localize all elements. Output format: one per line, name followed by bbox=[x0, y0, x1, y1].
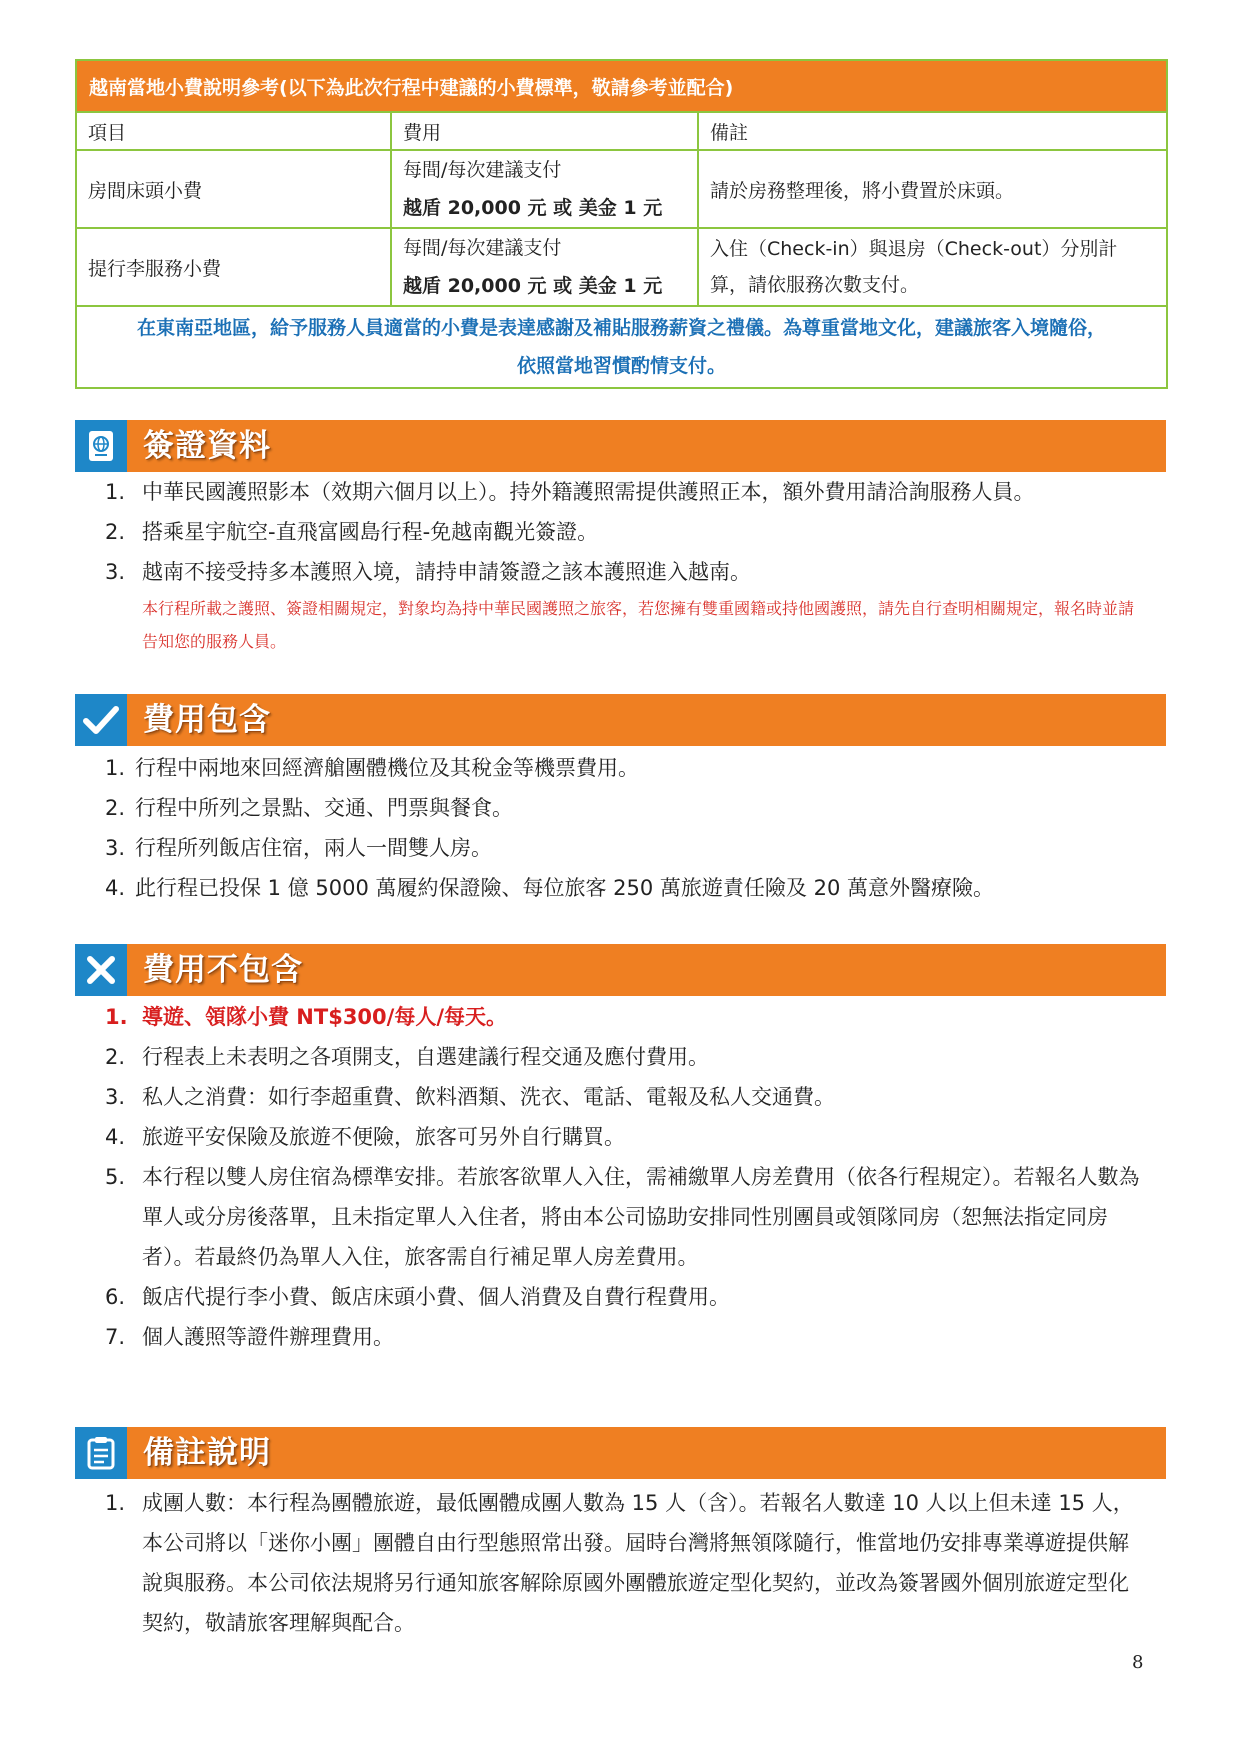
tip-footer bbox=[76, 306, 1167, 388]
tip-footer-line1: 在東南亞地區，給予服務人員適當的小費是表達感謝及補貼服務薪資之禮儀。為尊重當地文化，建議旅客入境隨俗， bbox=[136, 317, 1106, 339]
item-number: 3. bbox=[105, 836, 126, 860]
visa-list bbox=[105, 472, 1145, 658]
item-text: 成團人數：本行程為團體旅遊，最低團體成團人數為 15 人（含）。若報名人數達 10 人以上但未達 15 人，本公司將以「迷你小團」團體自由行型態照常出發。屆時台灣將無領隊隨行，惟當地仍安排專業導遊提供解說與服務。本公司依法規將另行通知旅客解除原國外團體旅遊定型化契約，並改為簽署國外個別旅遊定型化契約，敬請旅客理解與配合。 bbox=[142, 1491, 1134, 1635]
item-text: 越南不接受持多本護照入境，請持申請簽證之該本護照進入越南。 bbox=[142, 560, 751, 584]
passport-icon bbox=[75, 420, 127, 472]
item-number: 1. bbox=[105, 756, 126, 780]
visa-note: 本行程所載之護照、簽證相關規定，對象均為持中華民國護照之旅客，若您擁有雙重國籍或持他國護照，請先自行查明相關規定，報名時並請告知您的服務人員。 bbox=[142, 599, 1135, 651]
item-text: 行程中所列之景點、交通、門票與餐食。 bbox=[135, 796, 513, 820]
item-text: 個人護照等證件辦理費用。 bbox=[142, 1325, 394, 1349]
item-number: 6. bbox=[105, 1285, 126, 1309]
page-number: 8 bbox=[1132, 1652, 1144, 1673]
item-number: 2. bbox=[105, 796, 126, 820]
item-text: 行程中兩地來回經濟艙團體機位及其稅金等機票費用。 bbox=[135, 756, 639, 780]
item-text: 旅遊平安保險及旅遊不便險，旅客可另外自行購買。 bbox=[142, 1125, 625, 1149]
item-text: 導遊、領隊小費 NT$300/每人/每天。 bbox=[142, 1005, 507, 1029]
row-item: 提行李服務小費 bbox=[76, 228, 391, 306]
excluded-section-header bbox=[75, 944, 1166, 996]
item-number: 7. bbox=[105, 1325, 126, 1349]
list-item bbox=[105, 1277, 1145, 1317]
fee-amount: 越盾 20,000 元 或 美金 1 元 bbox=[403, 275, 663, 297]
list-item bbox=[105, 828, 1145, 868]
clipboard-icon bbox=[75, 1427, 127, 1479]
item-text: 私人之消費：如行李超重費、飲料酒類、洗衣、電話、電報及私人交通費。 bbox=[142, 1085, 835, 1109]
row-note: 請於房務整理後，將小費置於床頭。 bbox=[698, 150, 1167, 228]
list-item bbox=[105, 1077, 1145, 1117]
row-fee bbox=[391, 228, 698, 306]
item-text: 中華民國護照影本（效期六個月以上）。持外籍護照需提供護照正本，額外費用請洽詢服務人員。 bbox=[142, 480, 1035, 504]
item-text: 飯店代提行李小費、飯店床頭小費、個人消費及自費行程費用。 bbox=[142, 1285, 730, 1309]
item-number: 1. bbox=[105, 1491, 126, 1515]
list-item bbox=[105, 1037, 1145, 1077]
remarks-section-header bbox=[75, 1427, 1166, 1479]
tip-table bbox=[75, 59, 1168, 389]
included-section-title: 費用包含 bbox=[143, 702, 271, 738]
included-section-header bbox=[75, 694, 1166, 746]
list-item bbox=[105, 1317, 1145, 1357]
col-header-fee: 費用 bbox=[391, 112, 698, 150]
item-text: 此行程已投保 1 億 5000 萬履約保證險、每位旅客 250 萬旅遊責任險及 20 萬意外醫療險。 bbox=[135, 876, 995, 900]
list-item bbox=[105, 512, 1145, 552]
list-item bbox=[105, 748, 1145, 788]
included-list bbox=[105, 748, 1145, 908]
list-item bbox=[105, 552, 1145, 592]
item-number: 4. bbox=[105, 1125, 126, 1149]
item-text: 搭乘星宇航空-直飛富國島行程-免越南觀光簽證。 bbox=[142, 520, 599, 544]
list-item bbox=[105, 1157, 1145, 1277]
item-text: 行程所列飯店住宿，兩人一間雙人房。 bbox=[135, 836, 492, 860]
item-number: 2. bbox=[105, 1045, 126, 1069]
item-number: 4. bbox=[105, 876, 126, 900]
visa-section-title: 簽證資料 bbox=[143, 428, 271, 464]
row-item: 房間床頭小費 bbox=[76, 150, 391, 228]
visa-section-header bbox=[75, 420, 1166, 472]
item-text: 本行程以雙人房住宿為標準安排。若旅客欲單人入住，需補繳單人房差費用（依各行程規定）。若報名人數為單人或分房後落單，且未指定單人入住者，將由本公司協助安排同性別團員或領隊同房（恕無法指定同房者）。若最終仍為單人入住，旅客需自行補足單人房差費用。 bbox=[142, 1165, 1140, 1269]
excluded-section-title: 費用不包含 bbox=[143, 952, 303, 988]
fee-desc: 每間/每次建議支付 bbox=[403, 237, 562, 259]
excluded-list bbox=[105, 997, 1145, 1357]
item-number: 2. bbox=[105, 520, 126, 544]
col-header-note: 備註 bbox=[698, 112, 1167, 150]
item-number: 1. bbox=[105, 1005, 128, 1029]
item-number: 1. bbox=[105, 480, 126, 504]
list-item bbox=[105, 997, 1145, 1037]
list-item bbox=[105, 1483, 1145, 1643]
list-item bbox=[105, 788, 1145, 828]
item-number: 5. bbox=[105, 1165, 126, 1189]
row-note: 入住（Check-in）與退房（Check-out）分別計算，請依服務次數支付。 bbox=[698, 228, 1167, 306]
remarks-section-title: 備註說明 bbox=[143, 1435, 271, 1471]
check-icon bbox=[75, 694, 127, 746]
col-header-item: 項目 bbox=[76, 112, 391, 150]
list-item bbox=[105, 472, 1145, 512]
item-number: 3. bbox=[105, 1085, 126, 1109]
fee-amount: 越盾 20,000 元 或 美金 1 元 bbox=[403, 197, 663, 219]
fee-desc: 每間/每次建議支付 bbox=[403, 159, 562, 181]
tip-table-title: 越南當地小費說明參考(以下為此次行程中建議的小費標準，敬請參考並配合) bbox=[76, 60, 1167, 112]
item-text: 行程表上未表明之各項開支，自選建議行程交通及應付費用。 bbox=[142, 1045, 709, 1069]
list-item bbox=[105, 1117, 1145, 1157]
item-number: 3. bbox=[105, 560, 126, 584]
list-item bbox=[105, 868, 1145, 908]
cross-icon bbox=[75, 944, 127, 996]
table-row bbox=[76, 150, 1167, 228]
remarks-list bbox=[105, 1483, 1145, 1643]
table-row bbox=[76, 228, 1167, 306]
tip-footer-line2: 依照當地習慣酌情支付。 bbox=[516, 355, 726, 377]
row-fee bbox=[391, 150, 698, 228]
